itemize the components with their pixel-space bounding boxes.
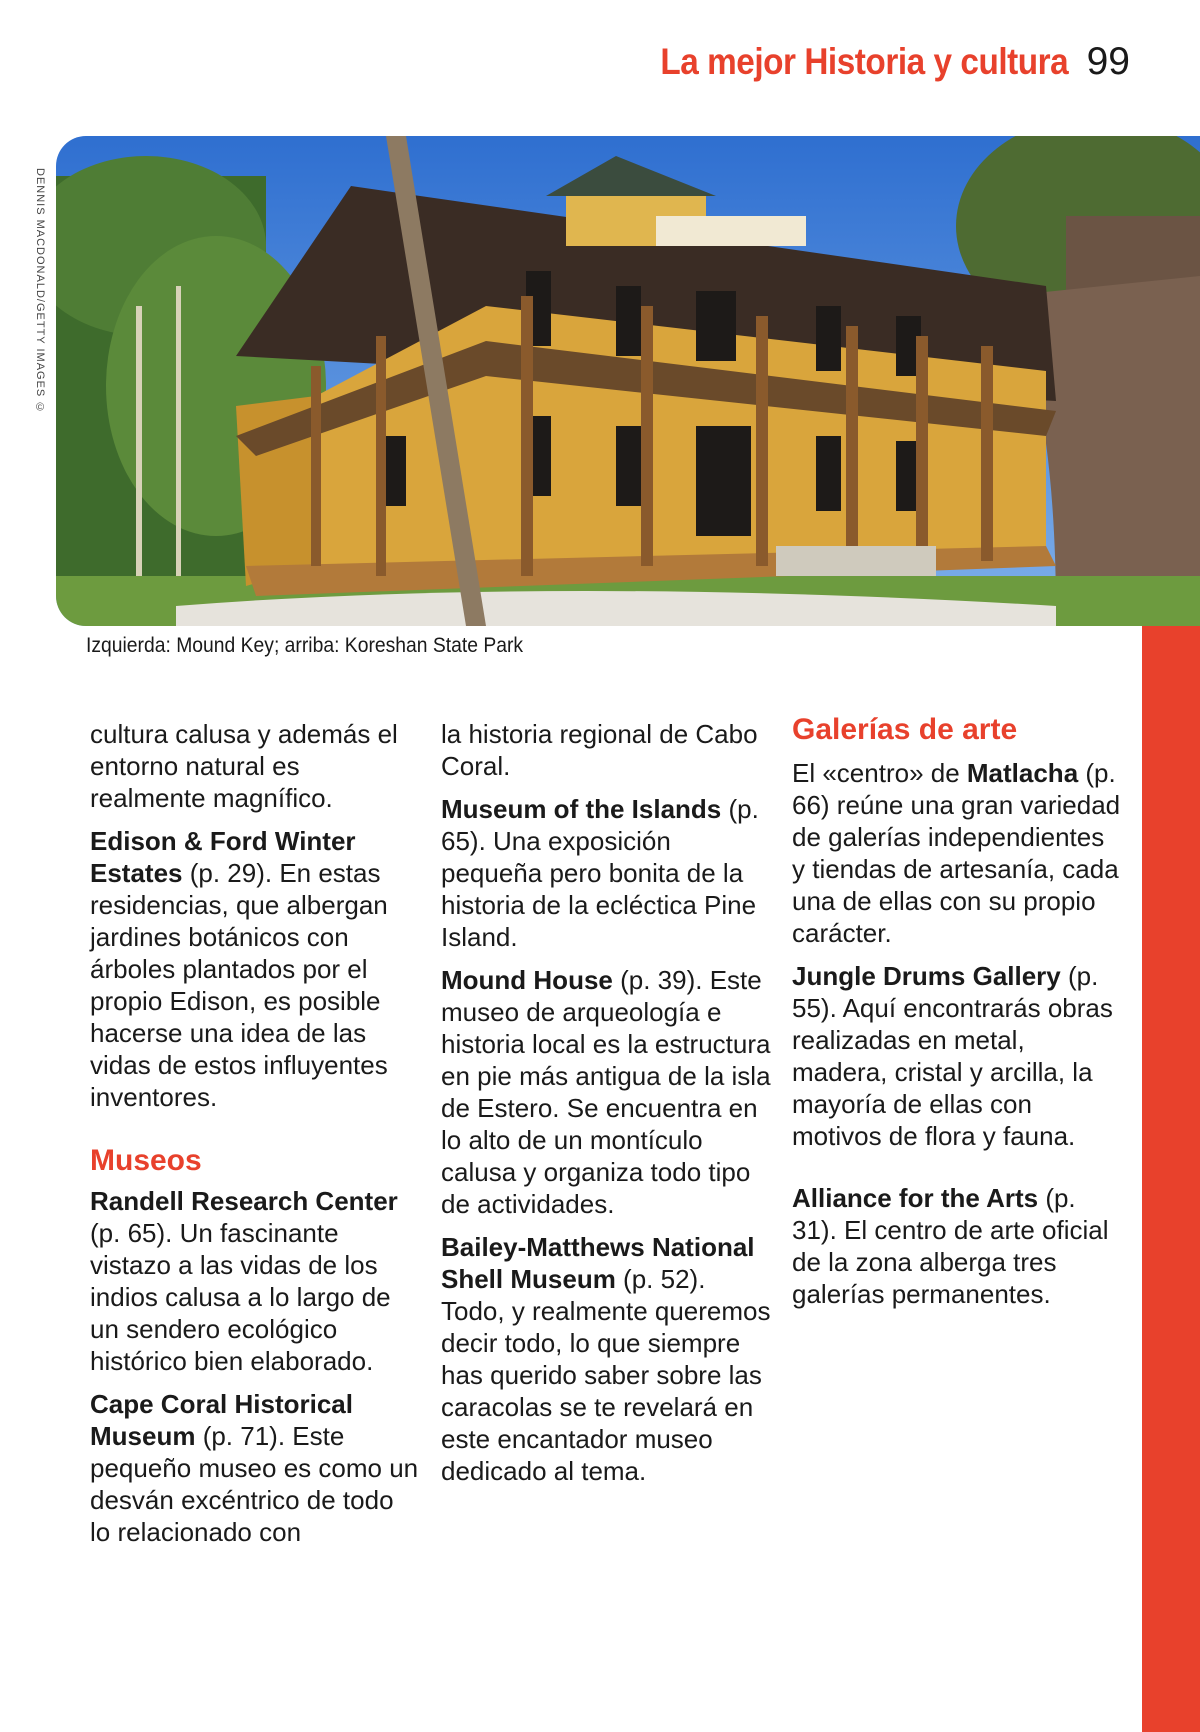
- col2-intro-paragraph: la historia regional de Cabo Coral.: [441, 719, 758, 781]
- matlacha-name: Matlacha: [966, 758, 1079, 788]
- matlacha-entry: [792, 757, 1122, 949]
- alliance-entry: [792, 1182, 1122, 1310]
- col1-intro-paragraph: cultura calusa y además el entorno natural es realmente magnífico.: [90, 719, 398, 813]
- text-column-3: [792, 713, 1122, 1321]
- page-header: [615, 40, 1130, 100]
- shell-name: Bailey-Matthews National Shell Museum: [441, 1232, 755, 1294]
- jungle-text: (p. 55). Aquí encontrarás obras realizadas en metal, madera, cristal y arcilla, la mayoría de ellas con motivos de flora y fauna.: [792, 961, 1113, 1151]
- jungle-name: Jungle Drums Gallery: [792, 961, 1061, 991]
- section-title: La mejor Historia y cultura: [660, 41, 1069, 82]
- islands-text: (p. 65). Una exposición pequeña pero bonita de la historia de la ecléctica Pine Island.: [441, 794, 759, 952]
- randell-text: (p. 65). Un fascinante vistazo a las vidas de los indios calusa a lo largo de un sendero ecológico histórico bien elaborado.: [90, 1218, 391, 1376]
- islands-entry: [441, 793, 773, 953]
- mound-name: Mound House: [441, 965, 613, 995]
- capecoral-text: (p. 71). Este pequeño museo es como un desván excéntrico de todo lo relacionado con: [90, 1421, 419, 1547]
- matlacha-pre: El «centro» de: [792, 758, 967, 788]
- museos-heading: Museos: [90, 1144, 202, 1177]
- shell-entry: [441, 1231, 773, 1487]
- matlacha-text: (p. 66) reúne una gran variedad de galerías independientes y tiendas de artesanía, cada una de ellas con su propio carácter.: [792, 758, 1121, 948]
- page-number: 99: [1086, 40, 1130, 83]
- photo-caption: Izquierda: Mound Key; arriba: Koreshan State Park: [86, 634, 524, 657]
- alliance-name: Alliance for the Arts: [792, 1183, 1039, 1213]
- jungle-entry: [792, 960, 1122, 1152]
- mound-entry: [441, 964, 773, 1220]
- text-column-2: [441, 718, 773, 1498]
- mound-text: (p. 39). Este museo de arqueología e historia local es la estructura en pie más antigua de la isla de Estero. Se encuentra en lo alto de un montículo calusa y organiza todo tipo de actividades.: [441, 965, 771, 1219]
- randell-entry: [90, 1185, 420, 1377]
- islands-name: Museum of the Islands: [441, 794, 722, 824]
- capecoral-name: Cape Coral Historical Museum: [90, 1389, 353, 1451]
- photo-credit: DENNIS MACDONALD/GETTY IMAGES ©: [34, 168, 46, 415]
- randell-name: Randell Research Center: [90, 1186, 398, 1216]
- edison-entry: [90, 825, 420, 1113]
- alliance-text: (p. 31). El centro de arte oficial de la zona alberga tres galerías permanentes.: [792, 1183, 1109, 1309]
- edison-text: (p. 29). En estas residencias, que albergan jardines botánicos con árboles plantados por el propio Edison, es posible hacerse una idea de las vidas de estos influyentes inventores.: [90, 858, 388, 1112]
- shell-text: (p. 52). Todo, y realmente queremos decir todo, lo que siempre has querido saber sobre las caracolas se te revelará en este encantador museo dedicado al tema.: [441, 1264, 771, 1486]
- edison-name: Edison & Ford Winter Estates: [90, 826, 356, 888]
- capecoral-entry: [90, 1388, 420, 1548]
- koreshan-house-photo: [56, 136, 1200, 626]
- galerias-heading: Galerías de arte: [792, 713, 1018, 746]
- text-column-1: [90, 718, 420, 1559]
